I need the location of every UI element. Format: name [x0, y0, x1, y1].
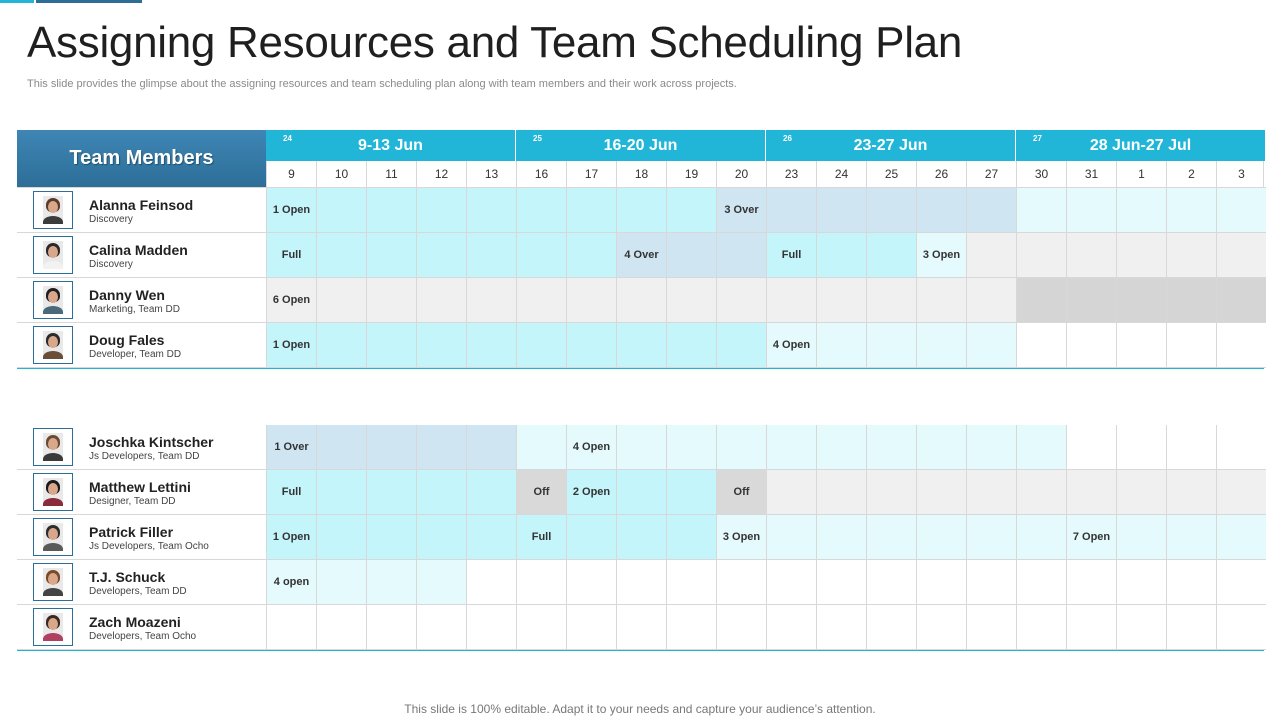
schedule-cell[interactable] — [616, 515, 666, 560]
schedule-cell[interactable] — [316, 425, 366, 470]
schedule-cell[interactable] — [866, 515, 916, 560]
member-role: Designer, Team DD — [89, 496, 176, 507]
schedule-cell[interactable] — [1216, 188, 1266, 233]
schedule-cell[interactable] — [616, 605, 666, 650]
team-member-row — [17, 425, 266, 470]
week-label: 16-20 Jun — [603, 137, 678, 154]
person-avatar-icon — [33, 563, 73, 601]
schedule-cell[interactable]: 3 Open — [716, 515, 766, 560]
day-header: 26 — [916, 161, 966, 188]
member-role: Developers, Team DD — [89, 586, 187, 597]
schedule-cell[interactable]: 1 Over — [266, 425, 316, 470]
schedule-cell[interactable] — [1216, 515, 1266, 560]
schedule-cell[interactable] — [366, 515, 416, 560]
schedule-cell[interactable] — [616, 278, 666, 323]
schedule-cell[interactable] — [816, 560, 866, 605]
schedule-cell[interactable] — [866, 470, 916, 515]
schedule-cell[interactable] — [616, 425, 666, 470]
schedule-cell[interactable] — [916, 470, 966, 515]
person-avatar-icon — [33, 326, 73, 364]
schedule-cell[interactable] — [916, 560, 966, 605]
schedule-cell[interactable] — [466, 188, 516, 233]
schedule-cell[interactable] — [966, 188, 1016, 233]
schedule-cell[interactable]: 6 Open — [266, 278, 316, 323]
schedule-cell[interactable] — [516, 278, 566, 323]
team-member-row — [17, 515, 266, 560]
schedule-cell[interactable] — [366, 323, 416, 368]
schedule-cell[interactable] — [266, 605, 316, 650]
team-member-row — [17, 470, 266, 515]
schedule-cell[interactable] — [666, 605, 716, 650]
member-name: Joschka Kintscher — [89, 434, 214, 450]
schedule-cell[interactable] — [516, 560, 566, 605]
schedule-cell[interactable] — [1016, 560, 1066, 605]
schedule-cell[interactable] — [616, 560, 666, 605]
schedule-cell[interactable] — [566, 605, 616, 650]
member-name: Doug Fales — [89, 332, 165, 348]
day-header: 27 — [966, 161, 1016, 188]
schedule-cell[interactable] — [1016, 425, 1066, 470]
schedule-cell[interactable] — [366, 605, 416, 650]
team-members-header: Team Members — [17, 130, 266, 187]
day-header: 17 — [566, 161, 616, 188]
schedule-cell[interactable] — [566, 233, 616, 278]
schedule-cell[interactable] — [316, 323, 366, 368]
schedule-cell[interactable] — [966, 233, 1016, 278]
schedule-cell[interactable] — [716, 323, 766, 368]
schedule-cell[interactable] — [966, 515, 1016, 560]
schedule-cell[interactable]: 4 Over — [616, 233, 666, 278]
schedule-cell[interactable] — [666, 278, 716, 323]
schedule-cell[interactable] — [1216, 470, 1266, 515]
schedule-cell[interactable] — [1216, 323, 1266, 368]
day-header: 16 — [516, 161, 566, 188]
schedule-cell[interactable] — [466, 560, 516, 605]
day-header: 13 — [466, 161, 516, 188]
schedule-cell[interactable] — [316, 233, 366, 278]
schedule-cell[interactable] — [616, 323, 666, 368]
schedule-cell[interactable] — [566, 560, 616, 605]
schedule-cell[interactable]: Full — [516, 515, 566, 560]
week-header — [1016, 130, 1266, 161]
schedule-cell[interactable] — [566, 278, 616, 323]
schedule-cell[interactable] — [416, 470, 466, 515]
schedule-cell[interactable] — [416, 278, 466, 323]
day-header: 3 — [1216, 161, 1266, 188]
schedule-cell[interactable] — [716, 560, 766, 605]
schedule-cell[interactable] — [1066, 605, 1116, 650]
schedule-cell[interactable] — [1016, 605, 1066, 650]
schedule-cell[interactable] — [716, 233, 766, 278]
schedule-cell[interactable] — [816, 515, 866, 560]
schedule-cell[interactable]: 1 Open — [266, 515, 316, 560]
schedule-cell[interactable] — [1216, 278, 1266, 323]
schedule-cell[interactable]: 3 Over — [716, 188, 766, 233]
schedule-cell[interactable] — [466, 278, 516, 323]
day-header: 10 — [316, 161, 366, 188]
schedule-cell[interactable] — [866, 560, 916, 605]
schedule-cell[interactable] — [366, 278, 416, 323]
schedule-cell[interactable] — [966, 425, 1016, 470]
day-header: 25 — [866, 161, 916, 188]
schedule-cell[interactable] — [916, 425, 966, 470]
schedule-cell[interactable] — [916, 515, 966, 560]
schedule-cell[interactable] — [916, 605, 966, 650]
day-header: 31 — [1066, 161, 1116, 188]
schedule-cell[interactable] — [766, 605, 816, 650]
schedule-cell[interactable] — [516, 233, 566, 278]
schedule-cell[interactable] — [666, 425, 716, 470]
week-label: 28 Jun-27 Jul — [1089, 137, 1192, 154]
schedule-cell[interactable] — [916, 188, 966, 233]
schedule-cell[interactable] — [666, 188, 716, 233]
schedule-cell[interactable] — [416, 605, 466, 650]
schedule-cell[interactable] — [966, 323, 1016, 368]
schedule-cell[interactable] — [916, 323, 966, 368]
member-role: Discovery — [89, 259, 133, 270]
schedule-cell[interactable] — [366, 233, 416, 278]
schedule-cell[interactable] — [1116, 233, 1166, 278]
schedule-cell[interactable] — [1116, 278, 1166, 323]
week-header — [766, 130, 1016, 161]
schedule-cell[interactable] — [1216, 233, 1266, 278]
schedule-cell[interactable] — [666, 470, 716, 515]
schedule-cell[interactable] — [1116, 515, 1166, 560]
schedule-cell[interactable] — [816, 233, 866, 278]
schedule-cell[interactable] — [666, 233, 716, 278]
schedule-cell[interactable] — [416, 515, 466, 560]
schedule-cell[interactable] — [916, 278, 966, 323]
day-header: 11 — [366, 161, 416, 188]
schedule-cell[interactable] — [716, 278, 766, 323]
schedule-cell[interactable] — [966, 605, 1016, 650]
schedule-cell[interactable] — [966, 278, 1016, 323]
team-member-row — [17, 323, 266, 368]
schedule-cell[interactable] — [1116, 188, 1166, 233]
member-role: Js Developers, Team Ocho — [89, 541, 209, 552]
schedule-cell[interactable] — [1216, 560, 1266, 605]
week-number: 27 — [1033, 134, 1042, 143]
schedule-cell[interactable] — [1116, 470, 1166, 515]
week-number: 24 — [283, 134, 292, 143]
schedule-cell[interactable] — [1016, 470, 1066, 515]
schedule-cell[interactable] — [566, 323, 616, 368]
schedule-cell[interactable] — [666, 323, 716, 368]
schedule-cell[interactable] — [1016, 515, 1066, 560]
schedule-cell[interactable] — [1166, 560, 1216, 605]
schedule-cell[interactable] — [416, 425, 466, 470]
schedule-cell[interactable] — [1066, 470, 1116, 515]
top-accent-bar — [0, 0, 34, 3]
day-header: 24 — [816, 161, 866, 188]
schedule-cell[interactable] — [816, 278, 866, 323]
schedule-cell[interactable] — [466, 323, 516, 368]
day-header: 18 — [616, 161, 666, 188]
schedule-cell[interactable] — [616, 470, 666, 515]
member-role: Marketing, Team DD — [89, 304, 180, 315]
slide-footer: This slide is 100% editable. Adapt it to your needs and capture your audience’s attention. — [404, 702, 876, 716]
schedule-cell[interactable] — [466, 470, 516, 515]
schedule-cell[interactable] — [1166, 605, 1216, 650]
schedule-cell[interactable] — [316, 560, 366, 605]
schedule-cell[interactable] — [516, 323, 566, 368]
schedule-cell[interactable] — [1016, 188, 1066, 233]
schedule-cell[interactable] — [966, 470, 1016, 515]
schedule-cell[interactable] — [1166, 278, 1216, 323]
schedule-cell[interactable] — [416, 233, 466, 278]
schedule-cell[interactable] — [316, 188, 366, 233]
schedule-cell[interactable] — [816, 323, 866, 368]
schedule-cell[interactable] — [1066, 233, 1116, 278]
schedule-cell[interactable] — [566, 515, 616, 560]
slide-subtitle: This slide provides the glimpse about the assigning resources and team scheduling plan along with team members and their work across projects. — [27, 78, 737, 90]
schedule-cell[interactable] — [1166, 515, 1216, 560]
schedule-cell[interactable] — [1216, 605, 1266, 650]
team-member-row — [17, 233, 266, 278]
week-number: 25 — [533, 134, 542, 143]
schedule-cell[interactable] — [316, 470, 366, 515]
schedule-cell[interactable] — [766, 470, 816, 515]
schedule-cell[interactable] — [866, 188, 916, 233]
schedule-cell[interactable] — [866, 605, 916, 650]
schedule-cell[interactable] — [1216, 425, 1266, 470]
schedule-cell[interactable] — [316, 278, 366, 323]
schedule-cell[interactable] — [516, 605, 566, 650]
schedule-cell[interactable] — [666, 560, 716, 605]
schedule-cell[interactable] — [366, 470, 416, 515]
schedule-cell[interactable] — [1116, 605, 1166, 650]
person-avatar-icon — [33, 608, 73, 646]
schedule-cell[interactable] — [1166, 470, 1216, 515]
schedule-cell[interactable] — [716, 605, 766, 650]
member-name: Danny Wen — [89, 287, 165, 303]
member-role: Developer, Team DD — [89, 349, 182, 360]
team-member-row — [17, 560, 266, 605]
member-name: Patrick Filler — [89, 524, 174, 540]
schedule-cell[interactable] — [566, 188, 616, 233]
schedule-cell[interactable] — [316, 605, 366, 650]
day-header: 20 — [716, 161, 766, 188]
schedule-cell[interactable] — [816, 605, 866, 650]
schedule-cell[interactable] — [816, 188, 866, 233]
member-name: Alanna Feinsod — [89, 197, 194, 213]
person-avatar-icon — [33, 236, 73, 274]
schedule-cell[interactable]: 4 Open — [766, 323, 816, 368]
schedule-cell[interactable] — [466, 605, 516, 650]
schedule-cell[interactable] — [1116, 560, 1166, 605]
member-name: T.J. Schuck — [89, 569, 166, 585]
schedule-cell[interactable] — [866, 425, 916, 470]
schedule-cell[interactable] — [1066, 425, 1116, 470]
schedule-cell[interactable] — [766, 278, 816, 323]
schedule-cell[interactable] — [516, 188, 566, 233]
schedule-cell[interactable] — [466, 425, 516, 470]
person-avatar-icon — [33, 428, 73, 466]
schedule-cell[interactable] — [466, 233, 516, 278]
schedule-cell[interactable]: 3 Open — [916, 233, 966, 278]
schedule-cell[interactable]: 4 Open — [566, 425, 616, 470]
member-name: Matthew Lettini — [89, 479, 191, 495]
schedule-cell[interactable] — [716, 425, 766, 470]
schedule-cell[interactable] — [766, 515, 816, 560]
team-member-row — [17, 605, 266, 650]
slide-title: Assigning Resources and Team Scheduling Plan — [27, 18, 963, 67]
schedule-cell[interactable] — [1066, 278, 1116, 323]
team-member-row — [17, 188, 266, 233]
schedule-cell[interactable] — [1066, 188, 1116, 233]
member-role: Discovery — [89, 214, 133, 225]
schedule-cell[interactable] — [866, 278, 916, 323]
schedule-cell[interactable]: 7 Open — [1066, 515, 1116, 560]
schedule-cell[interactable] — [1066, 560, 1116, 605]
schedule-cell[interactable] — [416, 188, 466, 233]
schedule-cell[interactable] — [1016, 233, 1066, 278]
schedule-cell[interactable] — [816, 470, 866, 515]
schedule-cell[interactable]: Full — [266, 233, 316, 278]
schedule-cell[interactable]: Full — [766, 233, 816, 278]
schedule-cell[interactable] — [666, 515, 716, 560]
day-header: 9 — [266, 161, 316, 188]
schedule-cell[interactable] — [1166, 188, 1216, 233]
member-role: Developers, Team Ocho — [89, 631, 197, 642]
schedule-cell[interactable] — [466, 515, 516, 560]
schedule-cell[interactable]: 1 Open — [266, 188, 316, 233]
schedule-cell[interactable]: 4 open — [266, 560, 316, 605]
day-header: 1 — [1116, 161, 1166, 188]
schedule-cell[interactable]: Off — [716, 470, 766, 515]
schedule-cell[interactable]: 2 Open — [566, 470, 616, 515]
schedule-cell[interactable] — [316, 515, 366, 560]
schedule-cell[interactable]: Off — [516, 470, 566, 515]
day-header: 12 — [416, 161, 466, 188]
schedule-cell[interactable] — [816, 425, 866, 470]
schedule-cell[interactable] — [866, 233, 916, 278]
day-header: 23 — [766, 161, 816, 188]
week-header — [266, 130, 516, 161]
person-avatar-icon — [33, 281, 73, 319]
schedule-cell[interactable] — [1016, 278, 1066, 323]
schedule-cell[interactable]: Full — [266, 470, 316, 515]
day-header: 19 — [666, 161, 716, 188]
member-role: Js Developers, Team DD — [89, 451, 200, 462]
member-name: Calina Madden — [89, 242, 188, 258]
schedule-cell[interactable] — [366, 188, 416, 233]
schedule-cell[interactable] — [1016, 323, 1066, 368]
schedule-cell[interactable] — [766, 188, 816, 233]
schedule-cell[interactable] — [516, 425, 566, 470]
schedule-cell[interactable]: 1 Open — [266, 323, 316, 368]
schedule-cell[interactable] — [416, 323, 466, 368]
schedule-cell[interactable] — [966, 560, 1016, 605]
member-name: Zach Moazeni — [89, 614, 181, 630]
week-number: 26 — [783, 134, 792, 143]
schedule-cell[interactable] — [1166, 233, 1216, 278]
schedule-cell[interactable] — [766, 425, 816, 470]
person-avatar-icon — [33, 191, 73, 229]
schedule-cell[interactable] — [1166, 323, 1216, 368]
schedule-cell[interactable] — [366, 425, 416, 470]
person-avatar-icon — [33, 518, 73, 556]
schedule-cell[interactable] — [616, 188, 666, 233]
week-label: 23-27 Jun — [853, 137, 928, 154]
week-label: 9-13 Jun — [358, 137, 423, 154]
schedule-cell[interactable] — [1116, 425, 1166, 470]
team-member-row — [17, 278, 266, 323]
schedule-cell[interactable] — [366, 560, 416, 605]
schedule-cell[interactable] — [866, 323, 916, 368]
schedule-cell[interactable] — [1166, 425, 1216, 470]
schedule-cell[interactable] — [416, 560, 466, 605]
week-header — [516, 130, 766, 161]
person-avatar-icon — [33, 473, 73, 511]
schedule-cell[interactable] — [766, 560, 816, 605]
top-accent-bar-blue — [36, 0, 142, 3]
day-header: 2 — [1166, 161, 1216, 188]
schedule-cell[interactable] — [1066, 323, 1116, 368]
day-header: 30 — [1016, 161, 1066, 188]
schedule-cell[interactable] — [1116, 323, 1166, 368]
